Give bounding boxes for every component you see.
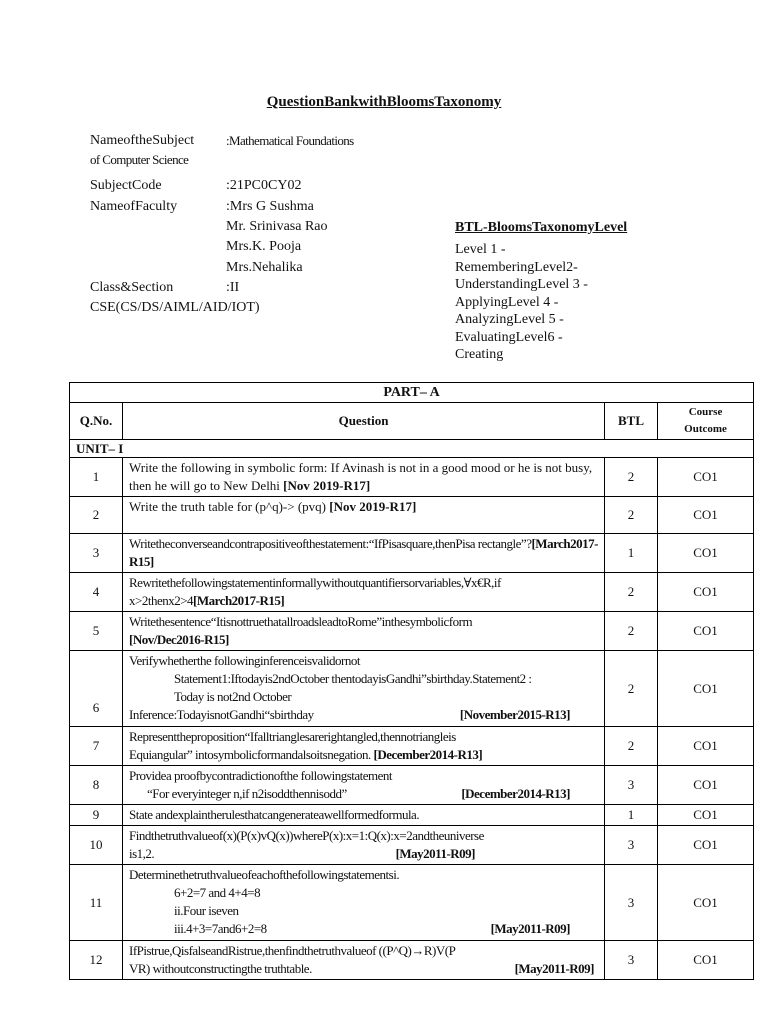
btl-level: 2 [605,651,658,727]
question-number: 3 [70,534,123,573]
table-row [70,497,754,534]
header-btl: BTL [605,403,658,440]
course-outcome: CO1 [658,534,754,573]
btl-legend [455,241,588,364]
question-text: Providea proofbycontradictionofthe followingstatement “For everyinteger n,if n2isoddthennisodd” [December2014-R13] [123,766,605,805]
course-outcome: CO1 [658,865,754,941]
btl-level: 3 [605,865,658,941]
table-row [70,612,754,651]
question-number: 9 [70,805,123,826]
header-qno: Q.No. [70,403,123,440]
question-text: Findthetruthvalueof(x)(P(x)vQ(x))whereP(x):x=1:Q(x):x=2andtheuniverse is1,2. [May2011-R09] [123,826,605,865]
question-number: 8 [70,766,123,805]
table-row [70,766,754,805]
table-row [70,534,754,573]
code-value: :21PC0CY02 [226,178,302,193]
exam-tag: [May2011-R09] [514,961,594,976]
exam-tag: [March2017-R15] [193,593,285,608]
question-text: Write the truth table for (p^q)-> (pvq) [Nov 2019-R17] [123,497,605,534]
course-outcome: CO1 [658,458,754,497]
question-text: Determinethetruthvalueofeachofthefollowingstatementsi. 6+2=7 and 4+4=8 ii.Four iseven iii.4+3=7and6+2=8 [May2011-R09] [123,865,605,941]
btl-line: Creating [455,347,504,362]
table-row [70,826,754,865]
question-number: 2 [70,497,123,534]
question-number: 7 [70,727,123,766]
btl-level: 2 [605,573,658,612]
faculty-label: NameofFaculty [90,199,178,214]
exam-tag: [December2014-R13] [373,747,483,762]
question-number: 12 [70,941,123,980]
page-title: QuestionBankwithBloomsTaxonomy [266,94,502,110]
table-row [70,941,754,980]
faculty-name: Mrs.K. Pooja [226,239,302,254]
btl-level: 2 [605,727,658,766]
btl-line: ApplyingLevel 4 - [455,294,559,310]
btl-level: 2 [605,458,658,497]
course-outcome: CO1 [658,826,754,865]
subject-label: NameoftheSubject [90,133,195,148]
question-text: Writethesentence“ItisnottruethatallroadsleadtoRome”inthesymbolicform [Nov/Dec2016-R15] [123,612,605,651]
btl-level: 2 [605,497,658,534]
exam-tag: [May2011-R09] [490,921,570,936]
header-question: Question [123,403,605,440]
question-text: Verifywhetherthe followinginferenceisvalidornot Statement1:Iftodayis2ndOctober thentodayisGandhi”sbirthday.Statement2 : Today is not2nd October Inference:TodayisnotGandhi“sbirthday [November2015-R13] [123,651,605,727]
exam-tag: [November2015-R13] [459,707,570,722]
question-number: 11 [70,865,123,941]
table-row [70,651,754,727]
faculty-name: Mrs.Nehalika [226,260,303,275]
btl-line: UnderstandingLevel 3 - [455,277,588,292]
course-outcome: CO1 [658,941,754,980]
course-outcome: CO1 [658,497,754,534]
course-outcome: CO1 [658,766,754,805]
course-outcome: CO1 [658,612,754,651]
btl-level: 3 [605,766,658,805]
question-number: 10 [70,826,123,865]
course-outcome: CO1 [658,573,754,612]
question-number: 6 [70,651,123,727]
faculty-name: Mr. Srinivasa Rao [226,219,328,234]
exam-tag: [March2017-R15] [129,536,598,569]
question-text: Representtheproposition“Ifalltrianglesarerightangled,thennotriangleis Equiangular” intosymbolicformandalsoitsnegation. [December2014-R13] [123,727,605,766]
question-number: 5 [70,612,123,651]
btl-level: 2 [605,612,658,651]
btl-level: 3 [605,941,658,980]
question-text: IfPistrue,QisfalseandRistrue,thenfindthetruthvalueof ((P^Q)→R)V(P VR) withoutconstructingthe truthtable. [May2011-R09] [123,941,605,980]
table-row [70,458,754,497]
table-row [70,865,754,941]
unit-row [70,440,754,458]
table-row [70,573,754,612]
question-number: 1 [70,458,123,497]
table-row [70,727,754,766]
btl-level: 1 [605,534,658,573]
table-row [70,805,754,826]
btl-line: Level 1 - [455,242,506,257]
question-text: Rewritethefollowingstatementinformallywithoutquantifiersorvariables,∀x€R,if x>2thenx2>4[March2017-R15] [123,573,605,612]
header-course-outcome: Course Outcome [658,403,754,440]
exam-tag: [May2011-R09] [395,846,475,861]
code-label: SubjectCode [90,178,162,193]
btl-line: EvaluatingLevel6 - [455,329,563,345]
course-outcome: CO1 [658,727,754,766]
part-heading: PART– A [70,383,754,403]
class-value: :II [226,280,240,295]
question-text: State andexplaintherulesthatcangenerateawellformedformula. [123,805,605,826]
exam-tag: [December2014-R13] [461,786,570,801]
exam-tag: [Nov 2019-R17] [283,478,371,493]
question-table [69,382,754,980]
btl-level: 3 [605,826,658,865]
subject-value: :Mathematical Foundations [226,133,354,148]
exam-tag: [Nov 2019-R17] [329,499,417,514]
course-outcome: CO1 [658,651,754,727]
faculty-name: :Mrs G Sushma [226,199,314,214]
exam-tag: [Nov/Dec2016-R15] [129,632,229,647]
btl-line: AnalyzingLevel 5 - [455,312,564,327]
btl-level: 1 [605,805,658,826]
class-label: Class&Section [90,280,174,295]
class-value-cont: CSE(CS/DS/AIML/AID/IOT) [90,300,260,315]
question-text: Writetheconverseandcontrapositiveofthestatement:“IfPisasquare,thenPisa rectangle”?[March2017-R15] [123,534,605,573]
question-number: 4 [70,573,123,612]
btl-line: RememberingLevel2- [455,259,578,275]
table-header-row [70,403,754,440]
question-text: Write the following in symbolic form: If Avinash is not in a good mood or he is not busy, then he will go to New Delhi [Nov 2019-R17] [123,458,605,497]
course-outcome: CO1 [658,805,754,826]
subject-label-cont: of Computer Science [90,152,189,167]
btl-legend-title: BTL-BloomsTaxonomyLevel [455,220,628,235]
unit-heading: UNIT– I [70,440,754,458]
